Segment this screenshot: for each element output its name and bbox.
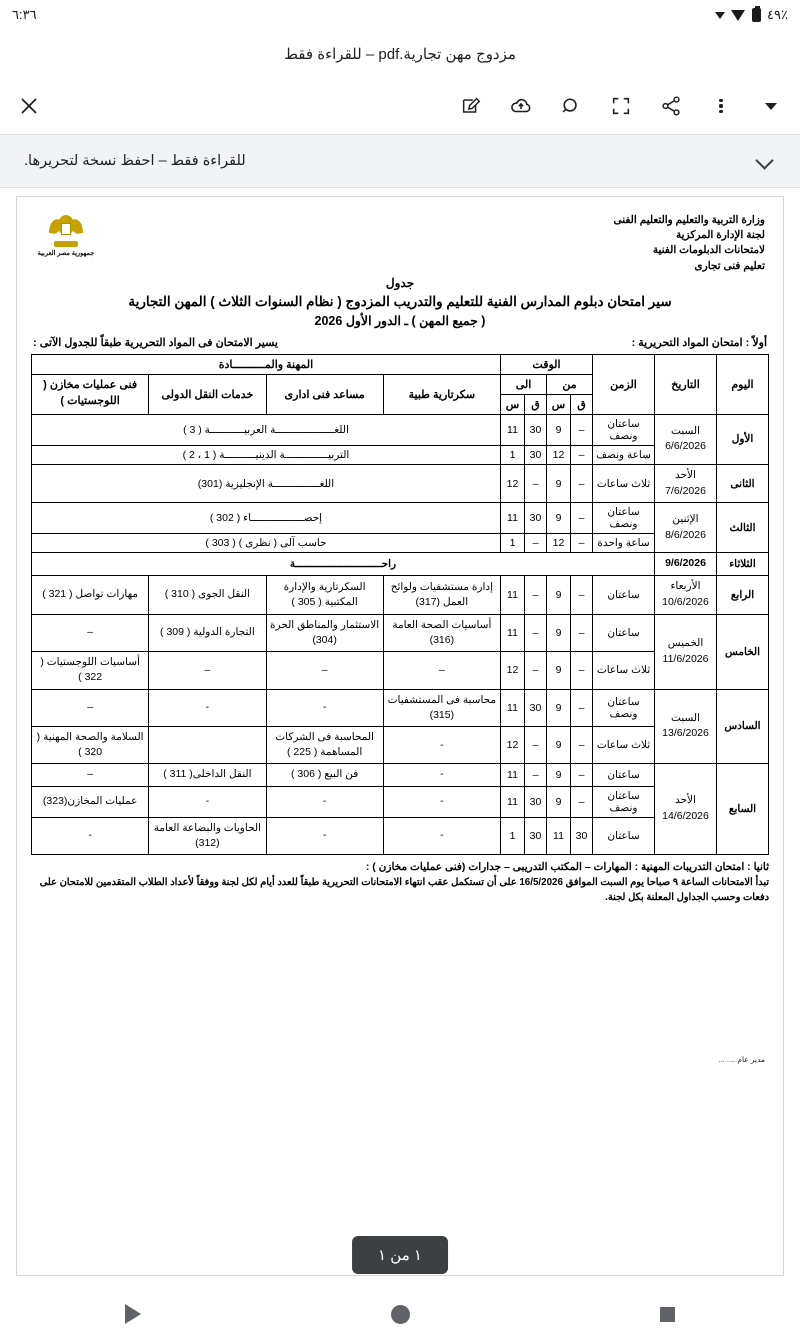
cell-subject-secretary-medical: - bbox=[383, 726, 500, 763]
read-only-banner[interactable] bbox=[0, 134, 800, 188]
read-only-message: للقراءة فقط – احفظ نسخة لتحريرها. bbox=[24, 153, 246, 169]
table-row bbox=[32, 414, 769, 445]
cell-subject-warehouse-logistics: أساسيات اللوجستيات ( 322 ) bbox=[32, 652, 149, 689]
cell-to-minute: 30 bbox=[525, 503, 547, 534]
cell-from-hour: 9 bbox=[547, 652, 571, 689]
cell-to-minute: – bbox=[525, 464, 547, 503]
cell-subject-all: التربيــــــــــــــة الدينيــــــــــة ( 1 ، 2 ) bbox=[32, 445, 501, 464]
cell-duration: ثلاث ساعات bbox=[593, 726, 655, 763]
home-button[interactable] bbox=[391, 1305, 410, 1324]
back-button[interactable] bbox=[125, 1304, 141, 1324]
cell-from-minute: – bbox=[571, 534, 593, 553]
cell-from-minute: – bbox=[571, 726, 593, 763]
overflow-menu-icon[interactable] bbox=[706, 91, 736, 121]
cell-day: الثلاثاء bbox=[717, 553, 769, 576]
cell-duration: ساعة واحدة bbox=[593, 534, 655, 553]
cell-from-minute: 30 bbox=[571, 817, 593, 854]
th-from: من bbox=[547, 374, 593, 394]
cell-date: الأحد 7/6/2026 bbox=[655, 464, 717, 503]
edit-icon[interactable] bbox=[456, 91, 486, 121]
ministry-line-3: لامتحانات الدبلومات الفنية bbox=[652, 244, 765, 257]
cell-subject-secretary-medical: أساسيات الصحة العامة (316) bbox=[383, 614, 500, 651]
th-to-minute: ق bbox=[525, 394, 547, 414]
cell-duration: ثلاث ساعات bbox=[593, 652, 655, 689]
cell-duration: ساعتان ونصف bbox=[593, 786, 655, 817]
cell-from-minute: – bbox=[571, 503, 593, 534]
cell-subject-secretary-medical: إدارة مستشفيات ولوائح العمل (317) bbox=[383, 576, 500, 615]
cell-to-minute: – bbox=[525, 614, 547, 651]
cell-subject-secretary-medical: - bbox=[383, 786, 500, 817]
th-col-intl-transport: خدمات النقل الدولى bbox=[149, 374, 266, 414]
cell-date: السبت 13/6/2026 bbox=[655, 689, 717, 764]
cell-duration: ساعتان ونصف bbox=[593, 689, 655, 726]
document-title-bar bbox=[0, 30, 800, 78]
cell-date: الأربعاء 10/6/2026 bbox=[655, 576, 717, 615]
cell-date: الأحد 14/6/2026 bbox=[655, 764, 717, 855]
cell-to-minute: – bbox=[525, 652, 547, 689]
cell-from-minute: – bbox=[571, 652, 593, 689]
ministry-line-2: لجنة الإدارة المركزية bbox=[675, 229, 765, 242]
doc-title-3: ( جميع المهن ) ـ الدور الأول 2026 bbox=[314, 313, 486, 328]
cell-subject-intl-transport: النقل الجوى ( 310 ) bbox=[149, 576, 266, 615]
cell-duration: ساعتان ونصف bbox=[593, 503, 655, 534]
clock-label: ٦:٣٦ bbox=[12, 7, 37, 22]
section-one-label: أولاً : امتحان المواد التحريرية : bbox=[631, 336, 767, 349]
cell-to-hour: 11 bbox=[500, 503, 524, 534]
cell-to-hour: 11 bbox=[500, 689, 524, 726]
cell-from-minute: – bbox=[571, 464, 593, 503]
th-time-group: الوقت bbox=[500, 354, 592, 374]
ministry-line-4: تعليم فنى تجارى bbox=[694, 259, 765, 272]
cell-date: 9/6/2026 bbox=[655, 553, 717, 576]
cell-subject-intl-transport: - bbox=[149, 786, 266, 817]
cell-to-minute: 30 bbox=[525, 445, 547, 464]
search-icon[interactable] bbox=[556, 91, 586, 121]
cell-subject-intl-transport: التجارة الدولية ( 309 ) bbox=[149, 614, 266, 651]
cell-duration: ساعتان bbox=[593, 576, 655, 615]
cell-subject-intl-transport: النقل الداخلى( 311 ) bbox=[149, 764, 266, 786]
cell-subject-all: اللغـــــــــــــــــــة العربيـــــــــــة ( 3 ) bbox=[32, 414, 501, 445]
cell-from-minute: – bbox=[571, 576, 593, 615]
table-row bbox=[32, 764, 769, 786]
th-to-hour: س bbox=[500, 394, 524, 414]
cell-from-hour: 11 bbox=[547, 817, 571, 854]
cell-from-hour: 9 bbox=[547, 726, 571, 763]
cell-to-hour: 12 bbox=[500, 464, 524, 503]
th-subject-group: المهنة والمــــــــــادة bbox=[32, 354, 501, 374]
fullscreen-icon[interactable] bbox=[606, 91, 636, 121]
cell-day: الرابع bbox=[717, 576, 769, 615]
cell-subject-intl-transport: الحاويات والبضاعة العامة (312) bbox=[149, 817, 266, 854]
share-icon[interactable] bbox=[656, 91, 686, 121]
cell-subject-secretary-medical: – bbox=[383, 652, 500, 689]
th-col-warehouse-logistics: فنى عمليات مخازن ( اللوجستيات ) bbox=[32, 374, 149, 414]
cell-subject-intl-transport: - bbox=[149, 689, 266, 726]
status-bar bbox=[0, 0, 800, 30]
cell-from-hour: 12 bbox=[547, 534, 571, 553]
cell-from-hour: 9 bbox=[547, 576, 571, 615]
signature-line: مدير عام .... ... bbox=[718, 1055, 765, 1065]
chevron-down-icon[interactable] bbox=[756, 151, 776, 171]
emblem-caption: جمهورية مصر العربية bbox=[37, 250, 95, 257]
cell-subject-all: اللغـــــــــــــــة الإنجليزية (301) bbox=[32, 464, 501, 503]
cell-subject-all: إحصـــــــــــــــــاء ( 302 ) bbox=[32, 503, 501, 534]
status-left-group bbox=[715, 7, 788, 23]
ministry-heading bbox=[613, 213, 765, 274]
cell-from-hour: 9 bbox=[547, 764, 571, 786]
cell-day: الثالث bbox=[717, 503, 769, 553]
cell-to-minute: 30 bbox=[525, 786, 547, 817]
cell-duration: ساعتان bbox=[593, 764, 655, 786]
cell-subject-warehouse-logistics: السلامة والصحة المهنية ( 320 ) bbox=[32, 726, 149, 763]
table-row bbox=[32, 576, 769, 615]
cell-to-hour: 1 bbox=[500, 817, 524, 854]
battery-percent-label: ٪٤٩ bbox=[767, 7, 788, 22]
upload-cloud-icon[interactable] bbox=[506, 91, 536, 121]
th-col-admin-assistant: مساعد فنى ادارى bbox=[266, 374, 383, 414]
cell-subject-warehouse-logistics: مهارات تواصل ( 321 ) bbox=[32, 576, 149, 615]
cell-from-hour: 9 bbox=[547, 414, 571, 445]
cell-from-minute: – bbox=[571, 764, 593, 786]
th-day: اليوم bbox=[717, 354, 769, 414]
cell-subject-secretary-medical: - bbox=[383, 764, 500, 786]
document-header bbox=[31, 207, 769, 274]
table-row bbox=[32, 553, 769, 576]
doc-title-1: جدول bbox=[385, 275, 415, 290]
exam-schedule-body bbox=[32, 414, 769, 854]
national-emblem bbox=[35, 213, 97, 257]
cell-from-minute: – bbox=[571, 614, 593, 651]
ministry-line-1: وزارة التربية والتعليم والتعليم الفنى bbox=[613, 214, 765, 226]
cell-to-hour: 1 bbox=[500, 534, 524, 553]
cell-date: الإثنين 8/6/2026 bbox=[655, 503, 717, 553]
cell-to-minute: 30 bbox=[525, 689, 547, 726]
cell-duration: ساعتان bbox=[593, 817, 655, 854]
status-right-group bbox=[12, 7, 37, 23]
document-titles bbox=[31, 276, 769, 328]
cell-day: السابع bbox=[717, 764, 769, 855]
cell-day: الخامس bbox=[717, 614, 769, 689]
cell-from-hour: 9 bbox=[547, 689, 571, 726]
doc-title-2: سير امتحان دبلوم المدارس الفنية للتعليم والتدريب المزدوج ( نظام السنوات الثلاث ) المهن التجارية bbox=[128, 293, 672, 309]
table-row bbox=[32, 464, 769, 503]
cell-duration: ثلاث ساعات bbox=[593, 464, 655, 503]
recents-button[interactable] bbox=[660, 1307, 675, 1322]
section-one-heading bbox=[33, 336, 767, 349]
cell-subject-secretary-medical: محاسبة فى المستشفيات (315) bbox=[383, 689, 500, 726]
th-to: الى bbox=[500, 374, 546, 394]
cell-subject-admin-assistant: - bbox=[266, 786, 383, 817]
table-row bbox=[32, 503, 769, 534]
eagle-icon bbox=[49, 213, 83, 247]
cell-to-minute: – bbox=[525, 534, 547, 553]
th-duration: الزمن bbox=[593, 354, 655, 414]
cell-subject-admin-assistant: - bbox=[266, 689, 383, 726]
cell-from-hour: 9 bbox=[547, 614, 571, 651]
document-footer bbox=[31, 861, 769, 1064]
cell-subject-admin-assistant: السكرتارية والإدارة المكتبية ( 305 ) bbox=[266, 576, 383, 615]
cell-to-minute: 30 bbox=[525, 414, 547, 445]
dropdown-caret-icon[interactable] bbox=[756, 91, 786, 121]
page-indicator: ١ من ١ bbox=[352, 1236, 448, 1274]
table-row bbox=[32, 689, 769, 726]
cell-from-hour: 9 bbox=[547, 464, 571, 503]
footer-line-2: تبدأ الامتحانات الساعة ٩ صباحا يوم السبت الموافق 16/5/2026 على أن تستكمل عقب انتهاء الامتحانات التحريرية طبقاً للعدد أيام لكل لجنة ووفقاً لأعداد الطلاب المتقدمين للامتحان على دفعات وحسب الجداول المعلنة بكل لجنة. bbox=[39, 877, 769, 904]
footer-line-1: ثانيا : امتحان التدريبات المهنية : المهارات – المكتب التدريبى – جدارات (فنى عمليات مخازن ) : bbox=[365, 861, 769, 874]
battery-icon bbox=[752, 8, 761, 22]
cell-from-hour: 9 bbox=[547, 786, 571, 817]
cell-to-hour: 11 bbox=[500, 764, 524, 786]
th-col-secretary-medical: سكرتارية طبية bbox=[383, 374, 500, 414]
signal-icon bbox=[715, 12, 725, 19]
cell-subject-secretary-medical: - bbox=[383, 817, 500, 854]
pdf-page bbox=[16, 196, 784, 1276]
cell-subject-admin-assistant: – bbox=[266, 652, 383, 689]
th-date: التاريخ bbox=[655, 354, 717, 414]
cell-subject-warehouse-logistics: – bbox=[32, 614, 149, 651]
cell-from-hour: 12 bbox=[547, 445, 571, 464]
table-row bbox=[32, 614, 769, 651]
cell-to-hour: 12 bbox=[500, 726, 524, 763]
cell-subject-intl-transport bbox=[149, 726, 266, 763]
cell-date: السبت 6/6/2026 bbox=[655, 414, 717, 464]
th-from-hour: س bbox=[547, 394, 571, 414]
toolbar-left-group bbox=[44, 91, 786, 121]
cell-to-hour: 11 bbox=[500, 576, 524, 615]
cell-to-minute: – bbox=[525, 764, 547, 786]
exam-schedule-table bbox=[31, 354, 769, 855]
page-title: مزدوج مهن تجارية.pdf – للقراءة فقط bbox=[284, 46, 516, 63]
cell-to-hour: 11 bbox=[500, 614, 524, 651]
app-toolbar bbox=[0, 78, 800, 134]
cell-duration: ساعة ونصف bbox=[593, 445, 655, 464]
cell-subject-admin-assistant: المحاسبة فى الشركات المساهمة ( 225 ) bbox=[266, 726, 383, 763]
cell-rest-day: راحــــــــــــــــــــــــــــة bbox=[32, 553, 655, 576]
cell-date: الخميس 11/6/2026 bbox=[655, 614, 717, 689]
cell-subject-admin-assistant: فن البيع ( 306 ) bbox=[266, 764, 383, 786]
cell-subject-intl-transport: – bbox=[149, 652, 266, 689]
cell-day: الثانى bbox=[717, 464, 769, 503]
cell-to-minute: 30 bbox=[525, 817, 547, 854]
cell-day: السادس bbox=[717, 689, 769, 764]
cell-to-hour: 11 bbox=[500, 786, 524, 817]
cell-to-minute: – bbox=[525, 576, 547, 615]
cell-duration: ساعتان bbox=[593, 614, 655, 651]
cell-from-minute: – bbox=[571, 445, 593, 464]
cell-to-hour: 1 bbox=[500, 445, 524, 464]
th-from-minute: ق bbox=[571, 394, 593, 414]
cell-from-minute: – bbox=[571, 689, 593, 726]
cell-day: الأول bbox=[717, 414, 769, 464]
document-viewport[interactable] bbox=[0, 196, 800, 1276]
system-navigation-bar bbox=[0, 1288, 800, 1340]
cell-duration: ساعتان ونصف bbox=[593, 414, 655, 445]
cell-from-hour: 9 bbox=[547, 503, 571, 534]
cell-subject-warehouse-logistics: – bbox=[32, 764, 149, 786]
cell-subject-warehouse-logistics: - bbox=[32, 817, 149, 854]
section-one-note: يسير الامتحان فى المواد التحريرية طبقاً للجدول الآتى : bbox=[33, 336, 278, 349]
cell-to-minute: – bbox=[525, 726, 547, 763]
table-header-row-1 bbox=[32, 354, 769, 374]
cell-subject-all: حاسب آلى ( نظرى ) ( 303 ) bbox=[32, 534, 501, 553]
cell-from-minute: – bbox=[571, 414, 593, 445]
cell-to-hour: 12 bbox=[500, 652, 524, 689]
cell-subject-admin-assistant: - bbox=[266, 817, 383, 854]
cell-subject-admin-assistant: الاستثمار والمناطق الحرة (304) bbox=[266, 614, 383, 651]
cell-from-minute: – bbox=[571, 786, 593, 817]
cell-to-hour: 11 bbox=[500, 414, 524, 445]
wifi-icon bbox=[731, 9, 746, 21]
cell-subject-warehouse-logistics: – bbox=[32, 689, 149, 726]
cell-subject-warehouse-logistics: عمليات المخازن(323) bbox=[32, 786, 149, 817]
close-icon[interactable] bbox=[14, 91, 44, 121]
